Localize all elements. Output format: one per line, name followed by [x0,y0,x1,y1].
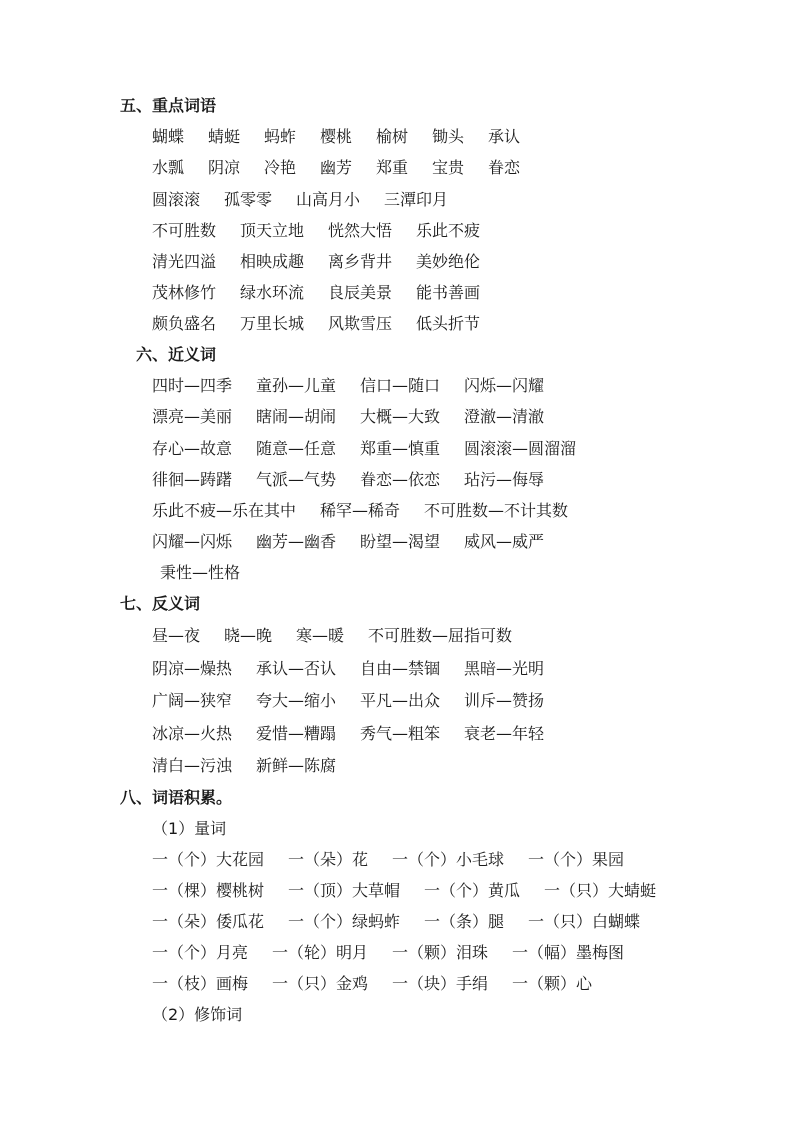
word: 一（个）月亮 [152,943,249,962]
word: 阴凉—燥热 [152,659,233,678]
section-5-title: 五、重点词语 [120,96,217,115]
word: 澄澈—清澈 [464,407,545,426]
word: 山高月小 [296,190,361,209]
word: 盼望—渴望 [360,532,441,551]
word: 一（个）果园 [528,850,625,869]
word: 相映成趣 [240,252,305,271]
word: 秉性—性格 [160,563,241,582]
word: 不可胜数—不计其数 [424,501,569,520]
word: 眷恋—依恋 [360,470,441,489]
word: 承认—否认 [256,659,337,678]
word: 三潭印月 [384,190,449,209]
word: 平凡—出众 [360,691,441,710]
word: 夸大—缩小 [256,691,337,710]
word: 一（朵）倭瓜花 [152,912,265,931]
word: 大概—大致 [360,407,441,426]
section-8-title: 八、词语积累。 [120,788,233,807]
word: 一（个）小毛球 [392,850,505,869]
word: 水瓢 [152,158,185,177]
word: 自由—禁锢 [360,659,441,678]
word: 郑重—慎重 [360,439,441,458]
word: 万里长城 [240,314,305,333]
word: 幽芳—幽香 [256,532,337,551]
word: 冷艳 [264,158,297,177]
word: 随意—任意 [256,439,337,458]
word: 蚂蚱 [264,127,297,146]
word: 樱桃 [320,127,353,146]
word: 漂亮—美丽 [152,407,233,426]
word: 童孙—儿童 [256,376,337,395]
word: 闪耀—闪烁 [152,532,233,551]
word: 良辰美景 [328,283,393,302]
word: 茂林修竹 [152,283,217,302]
word: 冰凉—火热 [152,724,233,743]
word: 一（轮）明月 [272,943,369,962]
word: 蝴蝶 [152,127,185,146]
word: 圆滚滚 [152,190,201,209]
word: 一（朵）花 [288,850,369,869]
word: 一（枝）画梅 [152,974,249,993]
word: 阴凉 [208,158,241,177]
word: 气派—气势 [256,470,337,489]
word: 眷恋 [488,158,521,177]
word: 圆滚滚—圆溜溜 [464,439,577,458]
word: 一（只）金鸡 [272,974,369,993]
word: 能书善画 [416,283,481,302]
word: 颇负盛名 [152,314,217,333]
word: 一（个）大花园 [152,850,265,869]
word: 一（个）黄瓜 [424,881,521,900]
word: 黑暗—光明 [464,659,545,678]
word: 恍然大悟 [328,221,393,240]
subheading-measure-words: （1）量词 [152,819,227,838]
section-7-title: 七、反义词 [120,594,201,613]
word: 清白—污浊 [152,756,233,775]
word: 顶天立地 [240,221,305,240]
word: 一（顶）大草帽 [288,881,401,900]
word: 瞎闹—胡闹 [256,407,337,426]
word: 爱惜—糟蹋 [256,724,337,743]
word: 承认 [488,127,521,146]
word: 离乡背井 [328,252,393,271]
word: 寒—暖 [296,626,345,645]
word: 蜻蜓 [208,127,241,146]
word: 不可胜数—屈指可数 [368,626,513,645]
word: 榆树 [376,127,409,146]
word: 稀罕—稀奇 [320,501,401,520]
word: 秀气—粗笨 [360,724,441,743]
word: 风欺雪压 [328,314,393,333]
word: 一（个）绿蚂蚱 [288,912,401,931]
section-6-title: 六、近义词 [136,345,217,364]
word: 一（颗）心 [512,974,593,993]
word: 不可胜数 [152,221,217,240]
subheading-modifiers: （2）修饰词 [152,1005,243,1024]
word: 广阔—狭窄 [152,691,233,710]
word: 存心—故意 [152,439,233,458]
word: 训斥—赞扬 [464,691,545,710]
word: 一（棵）樱桃树 [152,881,265,900]
word: 一（只）大蜻蜓 [544,881,657,900]
word: 一（块）手绢 [392,974,489,993]
word: 锄头 [432,127,465,146]
word: 绿水环流 [240,283,305,302]
word: 乐此不疲—乐在其中 [152,501,297,520]
word: 衰老—年轻 [464,724,545,743]
word: 一（条）腿 [424,912,505,931]
word: 晓—晚 [224,626,273,645]
word: 昼—夜 [152,626,201,645]
word: 威风—威严 [464,532,545,551]
word: 闪烁—闪耀 [464,376,545,395]
word: 美妙绝伦 [416,252,481,271]
word: 一（只）白蝴蝶 [528,912,641,931]
word: 宝贵 [432,158,465,177]
word: 清光四溢 [152,252,217,271]
word: 幽芳 [320,158,353,177]
word: 新鲜—陈腐 [256,756,337,775]
word: 乐此不疲 [416,221,481,240]
word: 徘徊—踌躇 [152,470,233,489]
word: 郑重 [376,158,409,177]
word: 玷污—侮辱 [464,470,545,489]
word: 四时—四季 [152,376,233,395]
word: 孤零零 [224,190,273,209]
word: 信口—随口 [360,376,441,395]
word: 低头折节 [416,314,481,333]
word: 一（幅）墨梅图 [512,943,625,962]
word: 一（颗）泪珠 [392,943,489,962]
